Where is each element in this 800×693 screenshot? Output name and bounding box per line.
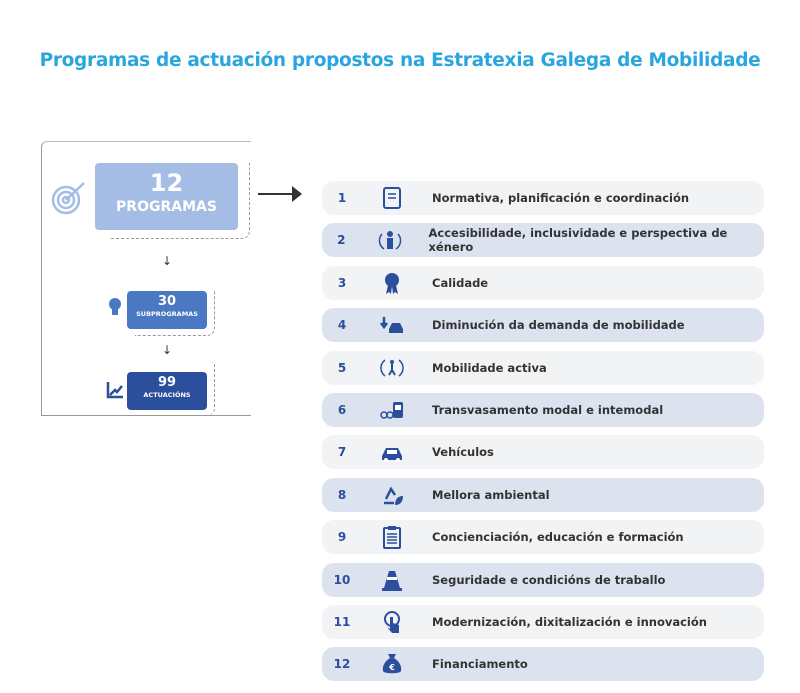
arrow-down: ↓ [162,254,173,268]
arrow-down: ↓ [162,343,173,357]
program-label: Normativa, planificación e coordinación [432,191,690,205]
program-label: Modernización, dixitalización e innovación [432,615,707,629]
cone-icon [380,568,404,592]
program-label: Financiamento [432,657,528,672]
program-row [322,605,764,639]
subprogramas-count: 30 [157,294,177,309]
program-number: 2 [337,233,346,248]
car-down-icon [380,313,404,337]
program-row [322,520,764,554]
program-number: 9 [337,530,347,545]
program-row [322,308,764,342]
program-label: Calidade [432,275,489,290]
program-row [322,647,764,681]
document-icon [380,186,404,210]
recycle-leaf-icon [380,483,404,507]
programas-box [95,163,238,230]
program-number: 5 [337,360,347,375]
walk-bike-icon [380,356,404,380]
program-label: Seguridade e condicións de traballo [432,572,666,587]
person-icon [378,228,402,252]
program-number: 11 [333,615,351,629]
program-row [322,223,764,257]
bike-bus-icon [380,398,404,422]
clipboard-icon [380,525,404,549]
program-label: Transvasamento modal e intemodal [432,403,664,417]
program-number: 6 [337,403,347,417]
program-label: Accesibilidade, inclusividade e perspectiva de xénero [428,226,728,255]
subprogramas-label: SUBPROGRAMAS [136,310,198,318]
subprogramas-box [127,291,207,329]
program-number: 3 [337,275,347,290]
program-row [322,266,764,300]
program-number: 7 [337,445,347,460]
program-number: 10 [333,572,351,587]
award-icon [380,271,404,295]
program-label: Vehículos [432,445,494,460]
program-label: Mellora ambiental [432,487,550,502]
program-row [322,563,764,597]
money-bag-icon [380,652,404,676]
program-label: Diminución da demanda de mobilidade [432,318,685,333]
actuacions-box [127,372,207,410]
growth-chart-icon [106,381,124,399]
car-icon [380,440,404,464]
program-number: 12 [333,657,351,672]
touch-icon [380,610,404,634]
program-row [322,435,764,469]
program-row [322,351,764,385]
program-row [322,181,764,215]
program-number: 8 [337,487,347,502]
target-icon [50,178,90,218]
programas-count: 12 [149,169,184,197]
arrow-right [258,193,294,195]
lightbulb-icon [108,297,122,319]
svg-text:€: € [389,663,395,673]
program-label: Concienciación, educación e formación [432,530,684,545]
actuacions-label: ACTUACIÓNS [143,391,191,399]
program-number: 1 [337,191,347,205]
program-number: 4 [337,318,347,333]
program-row [322,393,764,427]
actuacions-count: 99 [157,375,177,390]
programas-label: PROGRAMAS [116,199,217,215]
page-title: Programas de actuación propostos na Estratexia Galega de Mobilidade [39,50,761,71]
program-label: Mobilidade activa [432,360,547,375]
program-row [322,478,764,512]
